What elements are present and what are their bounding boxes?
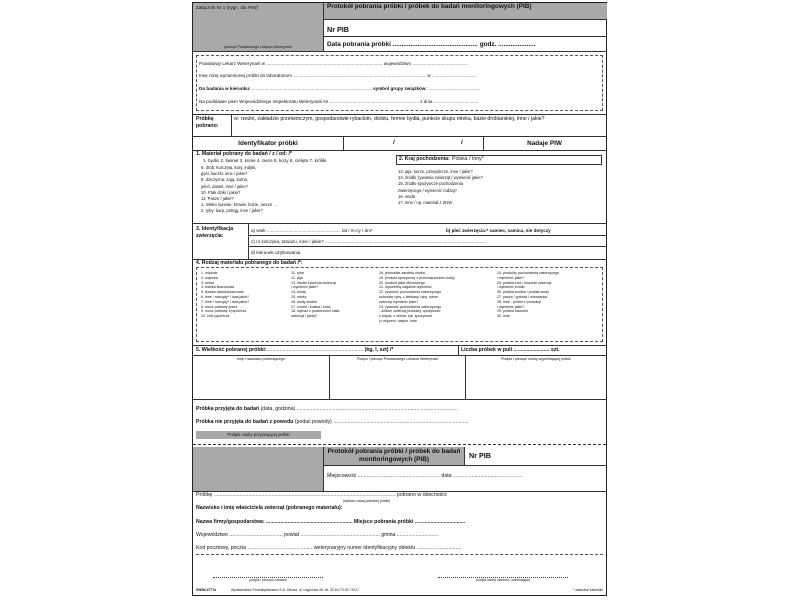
animal-age-field[interactable]: a) wiek .......................................................... lat / m-cy / dni* bbox=[251, 228, 373, 233]
list-item[interactable]: 11. Pasze / jakie? bbox=[201, 196, 234, 202]
sample-presence-field[interactable]: Próbkę .............................................................................................................................. pobrano w obecności: bbox=[196, 492, 448, 498]
list-item[interactable]: 18. jednostka zarobku mleka bbox=[379, 271, 425, 275]
origin-country-value: Polska / Inny* bbox=[452, 156, 484, 162]
list-item[interactable]: 10. żółć pęcherza bbox=[201, 314, 230, 319]
material-type-col-4 bbox=[497, 271, 601, 319]
list-item[interactable]: 16. woda bbox=[398, 193, 415, 199]
monitoring-protocol-form bbox=[192, 2, 607, 596]
sample-type-hint: (wpisać rodzaj pobranej próbki) bbox=[343, 499, 391, 503]
sample-size-label: 5. Wielkość pobranej próbki: bbox=[196, 347, 267, 353]
list-item[interactable]: 13. jaja: kurze, przepiórcze, inne / jakie? bbox=[398, 169, 473, 174]
material-type-grid bbox=[196, 267, 603, 342]
sampled-at-label: Próbkę pobrano: bbox=[196, 116, 219, 129]
origin-country-label: 2. Kraj pochodzenia: bbox=[399, 156, 450, 162]
list-item[interactable]: 7. inne / narządy* / dwa jakie? bbox=[201, 299, 249, 304]
assigned-by-piw-label: Nadaje PIW bbox=[527, 140, 562, 147]
list-item[interactable]: 22. żywność pochodzenia zwierzęcego bbox=[379, 290, 442, 295]
bottom-form-title: Protokół pobrania próbki / próbek do badań monitoringowych (PIB) bbox=[324, 447, 464, 465]
list-item[interactable]: 29. próbka kiszonki bbox=[497, 309, 528, 314]
region-field[interactable]: Województwo ..................................... powiat ....................................................... gmina ............................. bbox=[196, 532, 439, 538]
list-item[interactable]: zwierzęcego / wymienić rodzaj? bbox=[398, 187, 457, 193]
list-item[interactable]: 2. ryby: karp, pstrąg, inne / jakie? bbox=[201, 208, 263, 214]
place-date-field[interactable]: Miejscowość ......................................................... data ................................................ bbox=[327, 473, 523, 479]
sample-size-unit: (kg, l, szt) /* bbox=[364, 347, 394, 353]
list-item[interactable]: 9. mocz pobrany z pęcherza bbox=[201, 309, 247, 314]
list-item[interactable]: 3. nerka bbox=[201, 280, 214, 285]
sample-rejected-field[interactable] bbox=[196, 420, 469, 426]
material-type-col-3 bbox=[379, 271, 493, 324]
list-item[interactable]: 6. inne / narządy* / dwa jakie? bbox=[201, 294, 249, 299]
owner-name-field[interactable]: Nazwisko i imię właściciela zwierząt (pobranego materiału): bbox=[196, 505, 343, 511]
list-item[interactable]: (z mięsem, nasion, inne bbox=[379, 318, 417, 323]
left-signature-caption: podpis i pieczęć Lekarza bbox=[249, 578, 287, 582]
list-item[interactable]: 23. żywność pochodzenia zwierzęcego bbox=[379, 304, 442, 309]
list-item[interactable]: / wymienić jakie? bbox=[291, 285, 319, 290]
list-item[interactable]: 18. wymaz z powierzchni ciała bbox=[291, 309, 340, 314]
filler-signature-caption: Podpis i pieczęć osoby wypełniającej próbki bbox=[501, 357, 571, 361]
postal-code-field[interactable]: Kod pocztowy, poczta ............................................. weterynaryjny numer identyfikacyjny obiektu ............................... bbox=[196, 545, 462, 551]
test-direction-label: Do badania w kierunku: bbox=[199, 86, 251, 91]
list-item[interactable]: 16. wody wodne bbox=[291, 299, 317, 304]
bottom-stamp-block bbox=[193, 447, 323, 491]
ear-tag-field[interactable]: c) nr kolczyka, tatuażu, inne / jakie? .............................................................................................................................. bbox=[251, 239, 486, 244]
list-item[interactable]: 1. mięśnie bbox=[201, 271, 218, 275]
list-item[interactable]: kolorowe ryby, z kiełbasy, ryby, rybne bbox=[379, 294, 438, 299]
sample-accepted-field[interactable] bbox=[196, 407, 458, 413]
list-item[interactable]: 19. produkt spożywczy z przeznaczeniem kolby bbox=[379, 275, 455, 280]
animal-species-row[interactable]: 1. bydło 2. świnie 3. konie 4. owce 5. kozy 6. cielęta 7. króliki bbox=[203, 158, 327, 163]
list-item[interactable]: 8. drób: kurczęta, kury, indyki, bbox=[201, 165, 257, 170]
list-item[interactable]: 25. próbka krwi / kiszonki zwierząt bbox=[497, 280, 552, 285]
list-item[interactable]: 2. wątroba bbox=[201, 275, 218, 280]
receiver-signature-caption: Podpis osoby przyjmującej próbki bbox=[196, 431, 321, 439]
list-item[interactable]: gęsi, kaczki, inne / jakie? bbox=[201, 171, 248, 177]
animal-sex-field[interactable]: b) płeć zwierzęcia:* samiec, samica, nie dotyczy bbox=[446, 228, 551, 233]
test-direction-field[interactable]: Do badania w kierunku: .............................................................................................. symbol grupy związków: ......................................... bbox=[199, 86, 481, 91]
publisher-info: Wydawnictwo Przedsiębiorstwo S.A. Olkusz, ul. Legionów 48, tel. 32-64-70-02 / 2017 bbox=[231, 588, 359, 592]
sample-id-label: Identyfikator próbki bbox=[238, 140, 298, 147]
collector-signature-caption: Imię i nazwisko pobierającego bbox=[237, 357, 285, 361]
bottom-divider bbox=[196, 554, 603, 555]
sample-accepted-dots: (data, godzina) ................................................................................................................ bbox=[259, 406, 459, 412]
vet-officer-field[interactable]: Powiatowy Lekarz Weterynarii w ........................................................................................... województwo ........................................... bbox=[199, 61, 468, 66]
material-options-right bbox=[398, 169, 598, 206]
right-signature-caption: podpis osoby obecnej / pobierającej bbox=[476, 578, 530, 582]
sample-size-field[interactable]: 5. Wielkość pobranej próbki: .................................................................. (kg, l, szt) /* bbox=[196, 347, 394, 353]
list-item[interactable]: 27. pasza / gotowa / mieszanka bbox=[497, 294, 548, 299]
pool-count-field[interactable]: Liczba próbek w puli ......................... szt. bbox=[461, 347, 560, 353]
list-item[interactable]: zwierząt / jakiej? bbox=[291, 314, 318, 319]
usage-direction-field[interactable]: d) kierunek użytkowania bbox=[251, 250, 301, 255]
list-item[interactable]: - dzikich zwierząt produkty, spożywcze bbox=[379, 309, 441, 314]
company-name-field[interactable]: Nazwa firmy/gospodarstwa: ............................................................ Miejsce pobrania próbki ................................... bbox=[196, 519, 466, 525]
list-item[interactable]: 21. wydzieliny zagalnie wymienić bbox=[379, 285, 432, 290]
list-item[interactable]: 1. mleko surowe: krowie, kozie, owcze ... bbox=[201, 202, 277, 208]
vet-signature-caption: Podpis i pieczęć Powiatowego Lekarza Weterynarii bbox=[356, 357, 439, 361]
sample-accepted-label: Próbka przyjęta do badań bbox=[196, 406, 260, 412]
list-item[interactable]: jeleń, daniel, inne / jakie? bbox=[201, 183, 249, 189]
origin-country-box[interactable] bbox=[396, 155, 602, 165]
list-item[interactable]: zwierząt wymienić jakie? bbox=[379, 299, 419, 304]
sampled-at-options[interactable]: w: rzeźni, zakładzie przetwórczym, gospodarstwie rybackim, drobiu, fermie bydła, punkcie skupu mleka, bazie drobiarskiej, inne / jakie? bbox=[234, 116, 545, 122]
list-item[interactable]: 9. dziczyzna: zają, sarna, bbox=[201, 177, 249, 183]
animal-id-title: 3. Identyfikacja zwierzęcia: bbox=[196, 226, 234, 239]
list-item[interactable]: 4. tkanka tłuszczowa bbox=[201, 285, 235, 290]
bottom-nr-pib-label: Nr PIB bbox=[469, 451, 491, 460]
list-item[interactable]: z mięsa, z mleka, ryb, spożywcze bbox=[379, 314, 433, 319]
compound-group-label: symbol grupy związków: bbox=[373, 86, 427, 91]
cut-line bbox=[193, 444, 606, 445]
material-section-title: 1. Materiał pobrany do badań / z / od: /* bbox=[196, 151, 292, 157]
list-item[interactable]: 5. tkanka okołokłoszczowa bbox=[201, 290, 244, 295]
stamp-block bbox=[193, 3, 323, 51]
list-item[interactable]: 10. Ptak dziki / jakie? bbox=[201, 189, 241, 195]
form-title: Protokół pobrania próbki / próbek do badań monitoringowych (PIB) bbox=[324, 3, 607, 19]
material-options-left bbox=[201, 165, 391, 215]
form-code: SWIW-4777a bbox=[196, 588, 217, 592]
sampling-date-field[interactable]: Data pobrania próbki ................................................ godz. ..................... bbox=[327, 41, 536, 48]
list-item[interactable]: 15. mleko bbox=[291, 294, 307, 299]
list-item[interactable]: 14. woda bbox=[291, 290, 306, 295]
sample-rejected-label: Próbka nie przyjęta do badań z powodu bbox=[196, 419, 294, 425]
nr-pib-label: Nr PIB bbox=[327, 25, 349, 34]
attachment-label: Załącznik Nr 1 (sygn. dla PIW) bbox=[196, 5, 259, 10]
footnote: * właściwe zakreślić bbox=[573, 588, 603, 592]
list-item[interactable]: / wymienić jakie? bbox=[497, 275, 525, 280]
wiw-letter-field[interactable]: Na podstawie pism Wojewódzkiego Inspektoratu Weterynarii Nr ...................................................................... z dnia ................................... bbox=[199, 99, 479, 104]
list-item[interactable]: 30. inne bbox=[497, 314, 510, 319]
list-item[interactable]: 13. źródło żywienia zwierząt bbox=[291, 280, 336, 285]
list-item[interactable]: 8. mocz pobrany przeż bbox=[201, 304, 238, 309]
stamp-caption: pieczęć Powiatowego Lekarza Weterynarii bbox=[224, 45, 292, 50]
sample-rejected-dots: (podać powody) .............................................................................................. bbox=[293, 419, 469, 425]
list-item[interactable]: 20. produkt jakie zbiorowego bbox=[379, 280, 425, 285]
list-item[interactable]: 17. inne / np. materiał z ZHW bbox=[398, 200, 453, 206]
material-type-col-1 bbox=[201, 271, 291, 319]
list-item[interactable]: 15. źródło spożywcze pochodzenia bbox=[398, 181, 463, 187]
material-type-col-2 bbox=[291, 271, 377, 319]
sample-id-slash: / bbox=[393, 139, 395, 146]
list-item[interactable]: / wymienić źródło bbox=[497, 285, 525, 290]
list-item[interactable]: 14. źródło żywienia zwierząt / wymienić jakie? bbox=[398, 175, 483, 181]
list-item[interactable]: / wymienić jakie? bbox=[497, 304, 525, 309]
list-item[interactable]: 28. inne - próbki z produkcji bbox=[497, 299, 541, 304]
material-type-title: 4. Rodzaj materiału pobranego do badań /*: bbox=[196, 260, 303, 266]
list-item[interactable]: 24. produkty pochodzenia zwierzęcego bbox=[497, 271, 560, 275]
list-item[interactable]: 11. ryba bbox=[291, 271, 304, 275]
list-item[interactable]: 12. jaja bbox=[291, 275, 303, 280]
list-item[interactable]: 26. próbka wodna / próbka wody bbox=[497, 290, 549, 295]
sample-id-slash-2: / bbox=[461, 139, 463, 146]
referral-section bbox=[196, 55, 603, 111]
list-item[interactable]: 17. źródło / kostka / kość bbox=[291, 304, 331, 309]
laboratory-field[interactable]: Imię niżej wymienionej próbki do laboratorium ........................................................................................................ w ................................... bbox=[199, 73, 477, 78]
